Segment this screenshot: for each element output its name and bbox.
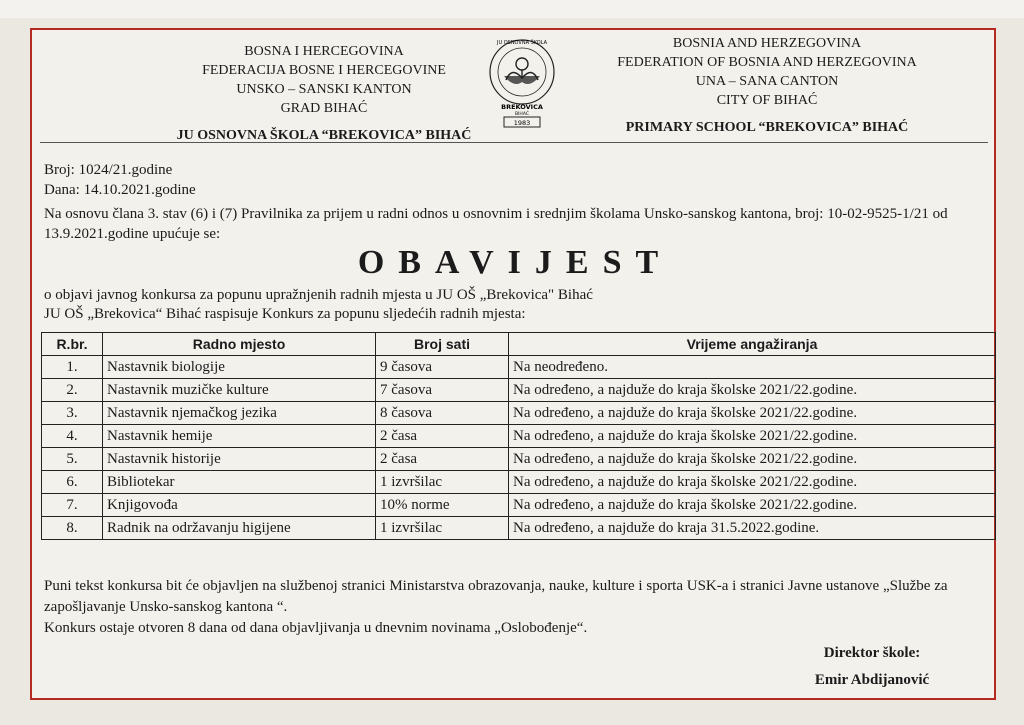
cell-hours: 8 časova xyxy=(376,402,509,425)
header-left-line: BOSNA I HERCEGOVINA xyxy=(244,44,404,59)
cell-engagement: Na određeno, a najduže do kraja školske 2021/22.godine. xyxy=(509,471,996,494)
cell-number: 4. xyxy=(42,425,103,448)
column-header-hours: Broj sati xyxy=(376,333,509,356)
cell-number: 2. xyxy=(42,379,103,402)
header-right xyxy=(572,34,962,137)
cell-number: 6. xyxy=(42,471,103,494)
table-row xyxy=(42,425,996,448)
notice-line-2: JU OŠ „Brekovica“ Bihać raspisuje Konkurs za popunu sljedećih radnih mjesta: xyxy=(44,306,526,322)
cell-engagement: Na određeno, a najduže do kraja školske 2021/22.godine. xyxy=(509,379,996,402)
cell-engagement: Na određeno, a najduže do kraja školske 2021/22.godine. xyxy=(509,494,996,517)
header-left-line: GRAD BIHAĆ xyxy=(280,101,368,116)
cell-engagement: Na određeno, a najduže do kraja 31.5.2022.godine. xyxy=(509,517,996,540)
cell-number: 1. xyxy=(42,356,103,379)
cell-hours: 1 izvršilac xyxy=(376,471,509,494)
notice-line-1: o objavi javnog konkursa za popunu upražnjenih radnih mjesta u JU OŠ „Brekovica" Bihać xyxy=(44,287,593,303)
header-divider xyxy=(40,142,988,143)
cell-position: Nastavnik hemije xyxy=(103,425,376,448)
table-row xyxy=(42,402,996,425)
cell-position: Nastavnik muzičke kulture xyxy=(103,379,376,402)
cell-position: Nastavnik historije xyxy=(103,448,376,471)
column-header-engagement: Vrijeme angažiranja xyxy=(509,333,996,356)
signature-block xyxy=(772,640,972,694)
intro-paragraph: Na osnovu člana 3. stav (6) i (7) Pravilnika za prijem u radni odnos u osnovnim i srednjim školama Unsko-sanskog kantona, broj: 10-02-9525-1/21 od 13.9.2021.godine upućuje se: xyxy=(44,206,948,242)
school-logo-emblem xyxy=(484,36,560,128)
cell-engagement: Na određeno, a najduže do kraja školske 2021/22.godine. xyxy=(509,425,996,448)
document-number: Broj: 1024/21.godine xyxy=(44,162,173,178)
cell-position: Knjigovođa xyxy=(103,494,376,517)
header-right-line: FEDERATION OF BOSNIA AND HERZEGOVINA xyxy=(617,55,917,70)
footer-text xyxy=(44,576,989,639)
table-row xyxy=(42,517,996,540)
footer-paragraph-1: Puni tekst konkursa bit će objavljen na službenoj stranici Ministarstva obrazovanja, nauke, kulture i sporta USK-a i stranici Javne ustanove „Službe za zapošljavanje Unsko-sanskog kantona “. xyxy=(44,578,948,615)
header-left xyxy=(144,42,504,145)
notice-title: OBAVIJEST xyxy=(357,244,673,281)
cell-hours: 1 izvršilac xyxy=(376,517,509,540)
cell-engagement: Na određeno, a najduže do kraja školske 2021/22.godine. xyxy=(509,448,996,471)
table-header-row xyxy=(42,333,996,356)
cell-engagement: Na određeno, a najduže do kraja školske 2021/22.godine. xyxy=(509,402,996,425)
page-top-strip xyxy=(0,0,1024,18)
cell-position: Nastavnik njemačkog jezika xyxy=(103,402,376,425)
table-row xyxy=(42,494,996,517)
document-meta xyxy=(44,160,196,200)
cell-hours: 10% norme xyxy=(376,494,509,517)
header-left-line: FEDERACIJA BOSNE I HERCEGOVINE xyxy=(202,63,446,78)
cell-position: Bibliotekar xyxy=(103,471,376,494)
cell-position: Nastavnik biologije xyxy=(103,356,376,379)
header-right-line: UNA – SANA CANTON xyxy=(695,74,839,89)
header-left-line: UNSKO – SANSKI KANTON xyxy=(236,82,412,97)
cell-hours: 9 časova xyxy=(376,356,509,379)
cell-number: 3. xyxy=(42,402,103,425)
header-right-line: BOSNIA AND HERZEGOVINA xyxy=(672,36,862,51)
cell-hours: 2 časa xyxy=(376,425,509,448)
positions-table xyxy=(41,332,996,540)
logo-city: BIHAĆ xyxy=(515,112,529,117)
notice-frame xyxy=(30,28,996,700)
notice-subtitle xyxy=(44,286,593,324)
logo-ring-text: JU OSNOVNA ŠKOLA xyxy=(496,40,548,46)
header-left-school: JU OSNOVNA ŠKOLA “BREKOVICA” BIHAĆ xyxy=(176,128,472,143)
header-right-line: CITY OF BIHAĆ xyxy=(716,93,818,108)
school-logo xyxy=(484,36,560,128)
table-row xyxy=(42,448,996,471)
cell-engagement: Na neodređeno. xyxy=(509,356,996,379)
table-row xyxy=(42,379,996,402)
table-row xyxy=(42,471,996,494)
footer-paragraph-2: Konkurs ostaje otvoren 8 dana od dana objavljivanja u dnevnim novinama „Oslobođenje“. xyxy=(44,620,588,636)
signature-role: Direktor škole: xyxy=(823,645,921,661)
signature-name: Emir Abdijanović xyxy=(814,672,930,688)
header-right-school: PRIMARY SCHOOL “BREKOVICA” BIHAĆ xyxy=(625,120,909,135)
document-date: Dana: 14.10.2021.godine xyxy=(44,182,196,198)
logo-year: 1983 xyxy=(513,119,531,127)
table-row xyxy=(42,356,996,379)
cell-number: 8. xyxy=(42,517,103,540)
logo-school-name: BREKOVICA xyxy=(501,103,543,111)
cell-hours: 2 časa xyxy=(376,448,509,471)
cell-hours: 7 časova xyxy=(376,379,509,402)
cell-number: 5. xyxy=(42,448,103,471)
column-header-position: Radno mjesto xyxy=(103,333,376,356)
cell-number: 7. xyxy=(42,494,103,517)
cell-position: Radnik na održavanju higijene xyxy=(103,517,376,540)
column-header-number: R.br. xyxy=(42,333,103,356)
